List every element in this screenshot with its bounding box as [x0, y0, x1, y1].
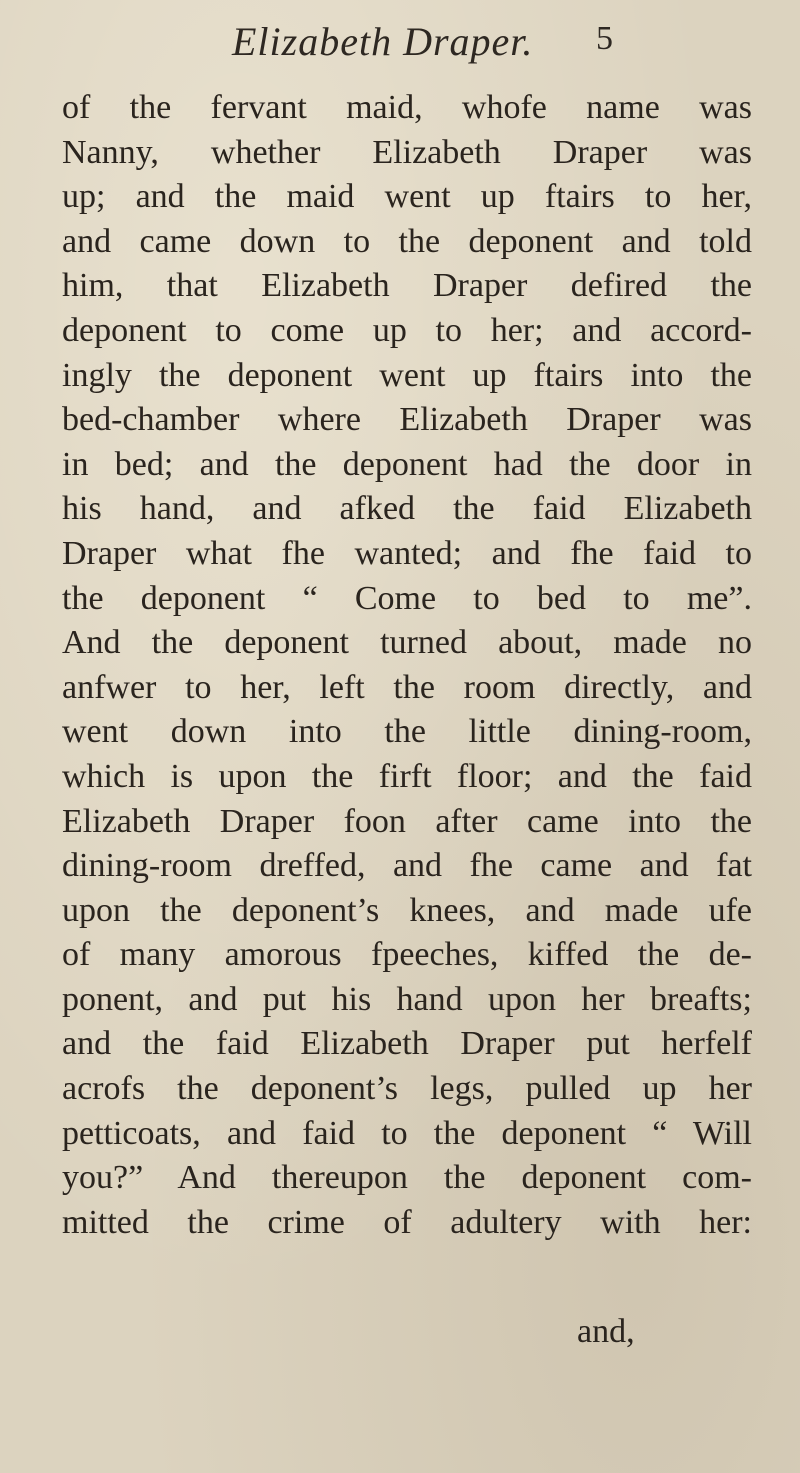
text-line: anfwer to her, left the room directly, and	[62, 668, 752, 706]
running-title: Elizabeth Draper.	[232, 19, 534, 64]
text-line: him, that Elizabeth Draper defired the	[62, 267, 752, 305]
text-line: you?” And thereupon the deponent com-	[62, 1159, 752, 1197]
text-line: Elizabeth Draper foon after came into the	[62, 802, 752, 840]
page-number: 5	[596, 20, 613, 57]
text-line: dining-room dreffed, and fhe came and fat	[62, 847, 752, 885]
text-line: his hand, and afked the faid Elizabeth	[62, 490, 752, 528]
text-line: mitted the crime of adultery with her:	[62, 1203, 752, 1241]
text-line: ingly the deponent went up ftairs into the	[62, 356, 752, 394]
text-line: Draper what fhe wanted; and fhe faid to	[62, 534, 752, 572]
catchword: and,	[577, 1313, 635, 1350]
body-text	[62, 86, 752, 1245]
text-line: upon the deponent’s knees, and made ufe	[62, 891, 752, 929]
running-head	[0, 14, 800, 74]
text-line: and the faid Elizabeth Draper put herfelf	[62, 1025, 752, 1063]
text-line: of many amorous fpeeches, kiffed the de-	[62, 936, 752, 974]
text-line: petticoats, and faid to the deponent “ Will	[62, 1114, 752, 1152]
text-line: acrofs the deponent’s legs, pulled up her	[62, 1070, 752, 1108]
text-line: ponent, and put his hand upon her breafts;	[62, 980, 752, 1018]
text-line: and came down to the deponent and told	[62, 222, 752, 260]
text-line: went down into the little dining-room,	[62, 713, 752, 751]
text-line: which is upon the firft floor; and the faid	[62, 757, 752, 795]
text-line: Nanny, whether Elizabeth Draper was	[62, 133, 752, 171]
text-line: bed-chamber where Elizabeth Draper was	[62, 401, 752, 439]
text-line: deponent to come up to her; and accord-	[62, 311, 752, 349]
text-line: in bed; and the deponent had the door in	[62, 445, 752, 483]
text-line: of the fervant maid, whofe name was	[62, 89, 752, 126]
text-line: up; and the maid went up ftairs to her,	[62, 178, 752, 216]
text-line: the deponent “ Come to bed to me”.	[62, 579, 752, 617]
text-line: And the deponent turned about, made no	[62, 624, 752, 662]
